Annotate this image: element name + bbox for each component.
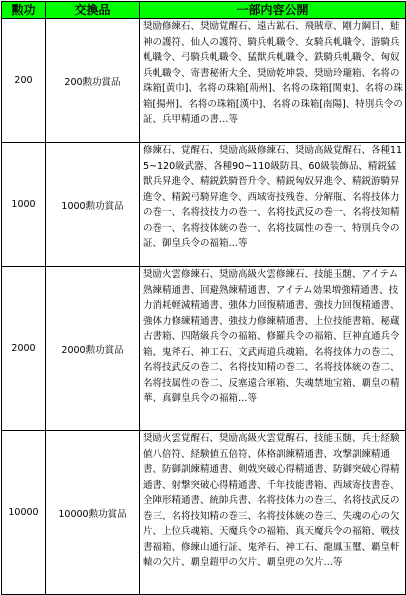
reward-name: 10000勲功賞品	[46, 431, 140, 595]
merit-value: 1000	[2, 143, 46, 267]
item-column-header: 交換品	[46, 2, 140, 19]
table-row	[2, 143, 406, 267]
merit-value: 10000	[2, 431, 46, 595]
reward-name: 1000勲功賞品	[46, 143, 140, 267]
merit-column-header: 勲功	[2, 2, 46, 19]
merit-value: 200	[2, 19, 46, 143]
table-row	[2, 19, 406, 143]
reward-contents: 奨励修練石、奨励覚醒石、遠古鉱石、飛賊章、剛力綱目、鮭神の護符、仙人の護符、騎兵軋職令、女騎兵軋職令、游騎兵軋職令、弓騎兵軋職令、猛獣兵軋職令、鉄騎兵軋職令、匈奴兵軋職令、寄書秘術大全、奨励乾坤袋、奨励玲瓏箱、名将の珠箱[黄巾]、名将の珠箱[荊州]、名将の珠箱[関東]、名将の珠箱[揚州]、名将の珠箱[漢中]、名将の珠箱[南陽]、特別兵令の証、兵甲精通の書…等	[140, 19, 406, 143]
merit-value: 2000	[2, 267, 46, 431]
content-column-header: 一部内容公開	[140, 2, 406, 19]
reward-contents: 修練石、覚醒石、奨励高級修練石、奨励高級覚醒石、各種115~120級武器、各種90~110級防具、60級装飾品、精鋭猛獣兵昇進令、精鋭鉄騎晋升令、精鋭匈奴昇進令、精鋭游騎昇進令、精鋭弓騎昇進令、西域寄技残巻、分解瓶、名将技体力の巻一、名将技技力の巻一、名将技武反の巻一、名将技知精の巻一、名将技体統の巻一、名将技属性の巻一、特別兵令の証、御皇兵令の福箱…等	[140, 143, 406, 267]
table-row	[2, 267, 406, 431]
reward-contents: 奨励火雲修練石、奨励高級火雲修練石、技能玉髄、アイテム熟練精通書、回避熟練精通書、アイテム効果増強精通書、技力消耗軽減精通書、強体力回復精通書、強技力回復精通書、強体力修練精通書、強技力修練精通書、上位技能書箱、秘蔵古書箱、四階級兵令の福箱、修羅兵令の福箱、巨神直通兵令箱、鬼斧石、神工石、文武両道兵魂箱、名将技体力の巻二、名将技武反の巻二、名将技知精の巻二、名将技体統の巻二、名将技属性の巻二、反塞遠合軍箱、失魂禁地宝箱、覇皇の精華、真御皇兵令の福箱…等	[140, 267, 406, 431]
header-row	[2, 2, 406, 19]
table-row	[2, 431, 406, 595]
reward-name: 2000勲功賞品	[46, 267, 140, 431]
reward-contents: 奨励火雲覚醒石、奨励高級火雲覚醒石、技能玉髄、兵士経験値八倍符、経験値五倍符、体格訓練精通書、攻撃訓練精通書、防御訓練精通書、剣戟突破心得精通書、防御突破心得精通書、射撃突破心得精通書、千年技能書箱、西域寄技書巻、全陣形精通書、統帥兵書、名将技体力の巻三、名将技武反の巻三、名将技知精の巻三、名将技体統の巻三、失魂の心の欠片、上位兵魂箱、天魔兵令の福箱、真天魔兵令の福箱、戦技書福箱、修練山通行証、鬼斧石、神工石、龍鳳玉璽、覇皇軒轅の欠片、覇皇鎧甲の欠片、覇皇兜の欠片…等	[140, 431, 406, 595]
merit-exchange-table	[1, 1, 406, 595]
reward-name: 200勲功賞品	[46, 19, 140, 143]
